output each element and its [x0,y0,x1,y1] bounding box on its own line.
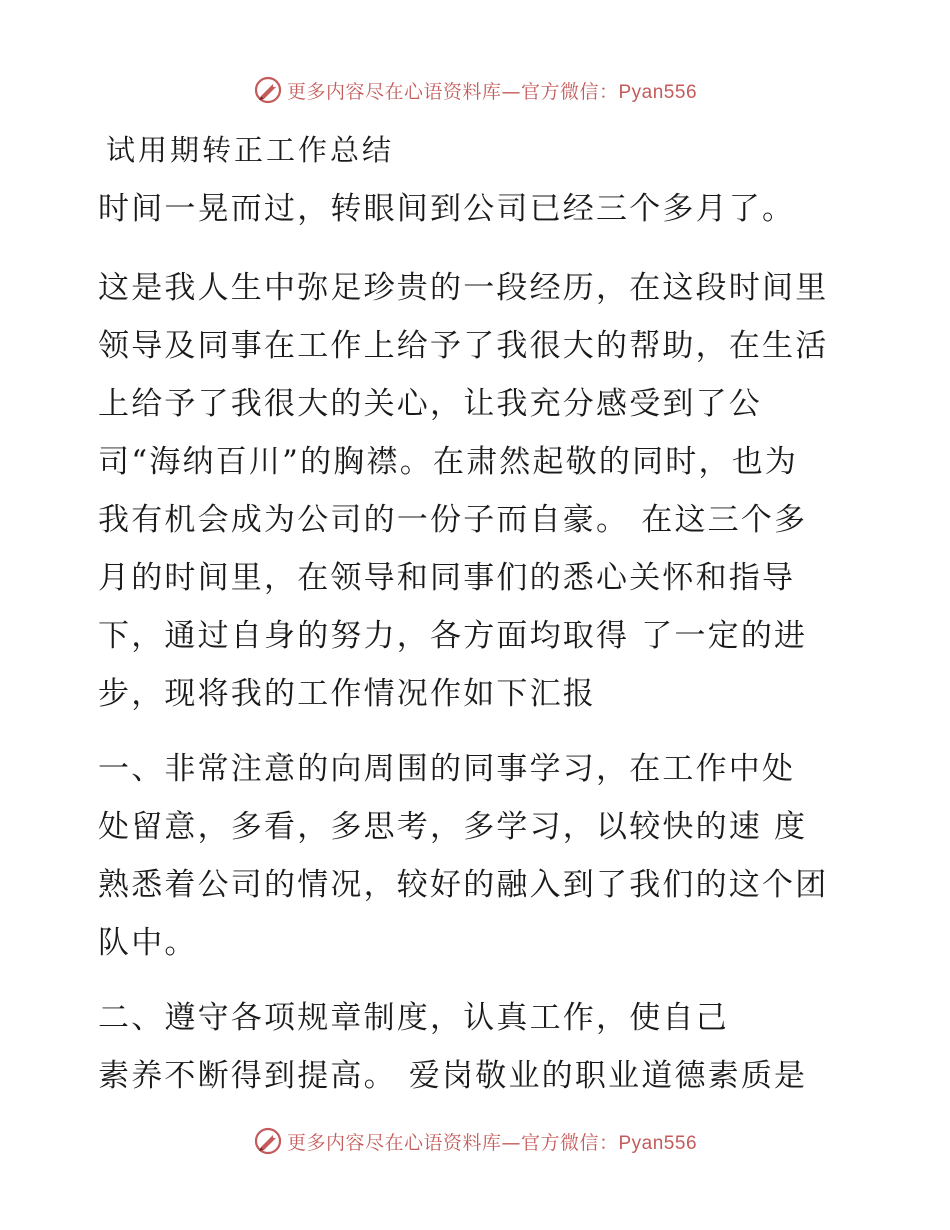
text-line: 领导及同事在工作上给予了我很大的帮助，在生活 [98,328,829,364]
banner-dash: — [501,80,521,103]
document-title: 试用期转正工作总结 [106,133,395,167]
text-line: 时间一晃而过，转眼间到公司已经三个多月了。 [98,191,796,227]
text-line: 步，现将我的工作情况作如下汇报 [98,676,596,712]
text-line: 素养不断得到提高。 爱岗敬业的职业道德素质是 [98,1058,808,1094]
banner-official-label: 官方微信： [520,80,619,103]
text-line: 这是我人生中弥足珍贵的一段经历，在这段时间里 [98,270,829,306]
text-line: 一、非常注意的向周围的同事学习，在工作中处 [98,751,796,787]
brush-pen-logo-icon [253,1126,283,1156]
text-line: 司“海纳百川”的胸襟。在肃然起敬的同时，也为 [98,444,799,480]
banner-dash: — [501,1131,521,1154]
text-line: 处留意，多看，多思考，多学习，以较快的速 度 [98,809,808,845]
text-line: 上给予了我很大的关心，让我充分感受到了公 [98,386,762,422]
brush-pen-logo-icon [253,75,283,105]
text-line: 队中。 [98,925,198,961]
header-banner [0,70,950,110]
banner-site-name: 更多内容尽在心语资料库 [286,1131,502,1154]
banner-wechat-id: Pyan556 [618,1132,698,1154]
banner-text [287,77,697,104]
banner-text [287,1128,697,1155]
banner-official-label: 官方微信： [520,1131,619,1154]
footer-banner [0,1121,950,1161]
text-line: 下，通过自身的努力，各方面均取得 了一定的进 [98,618,808,654]
banner-site-name: 更多内容尽在心语资料库 [286,80,502,103]
text-line: 熟悉着公司的情况，较好的融入到了我们的这个团 [98,867,829,903]
text-line: 我有机会成为公司的一份子而自豪。 在这三个多 [98,502,808,538]
text-line: 月的时间里，在领导和同事们的悉心关怀和指导 [98,560,796,596]
text-line: 二、遵守各项规章制度，认真工作，使自己 [98,1000,729,1036]
banner-wechat-id: Pyan556 [618,81,698,103]
